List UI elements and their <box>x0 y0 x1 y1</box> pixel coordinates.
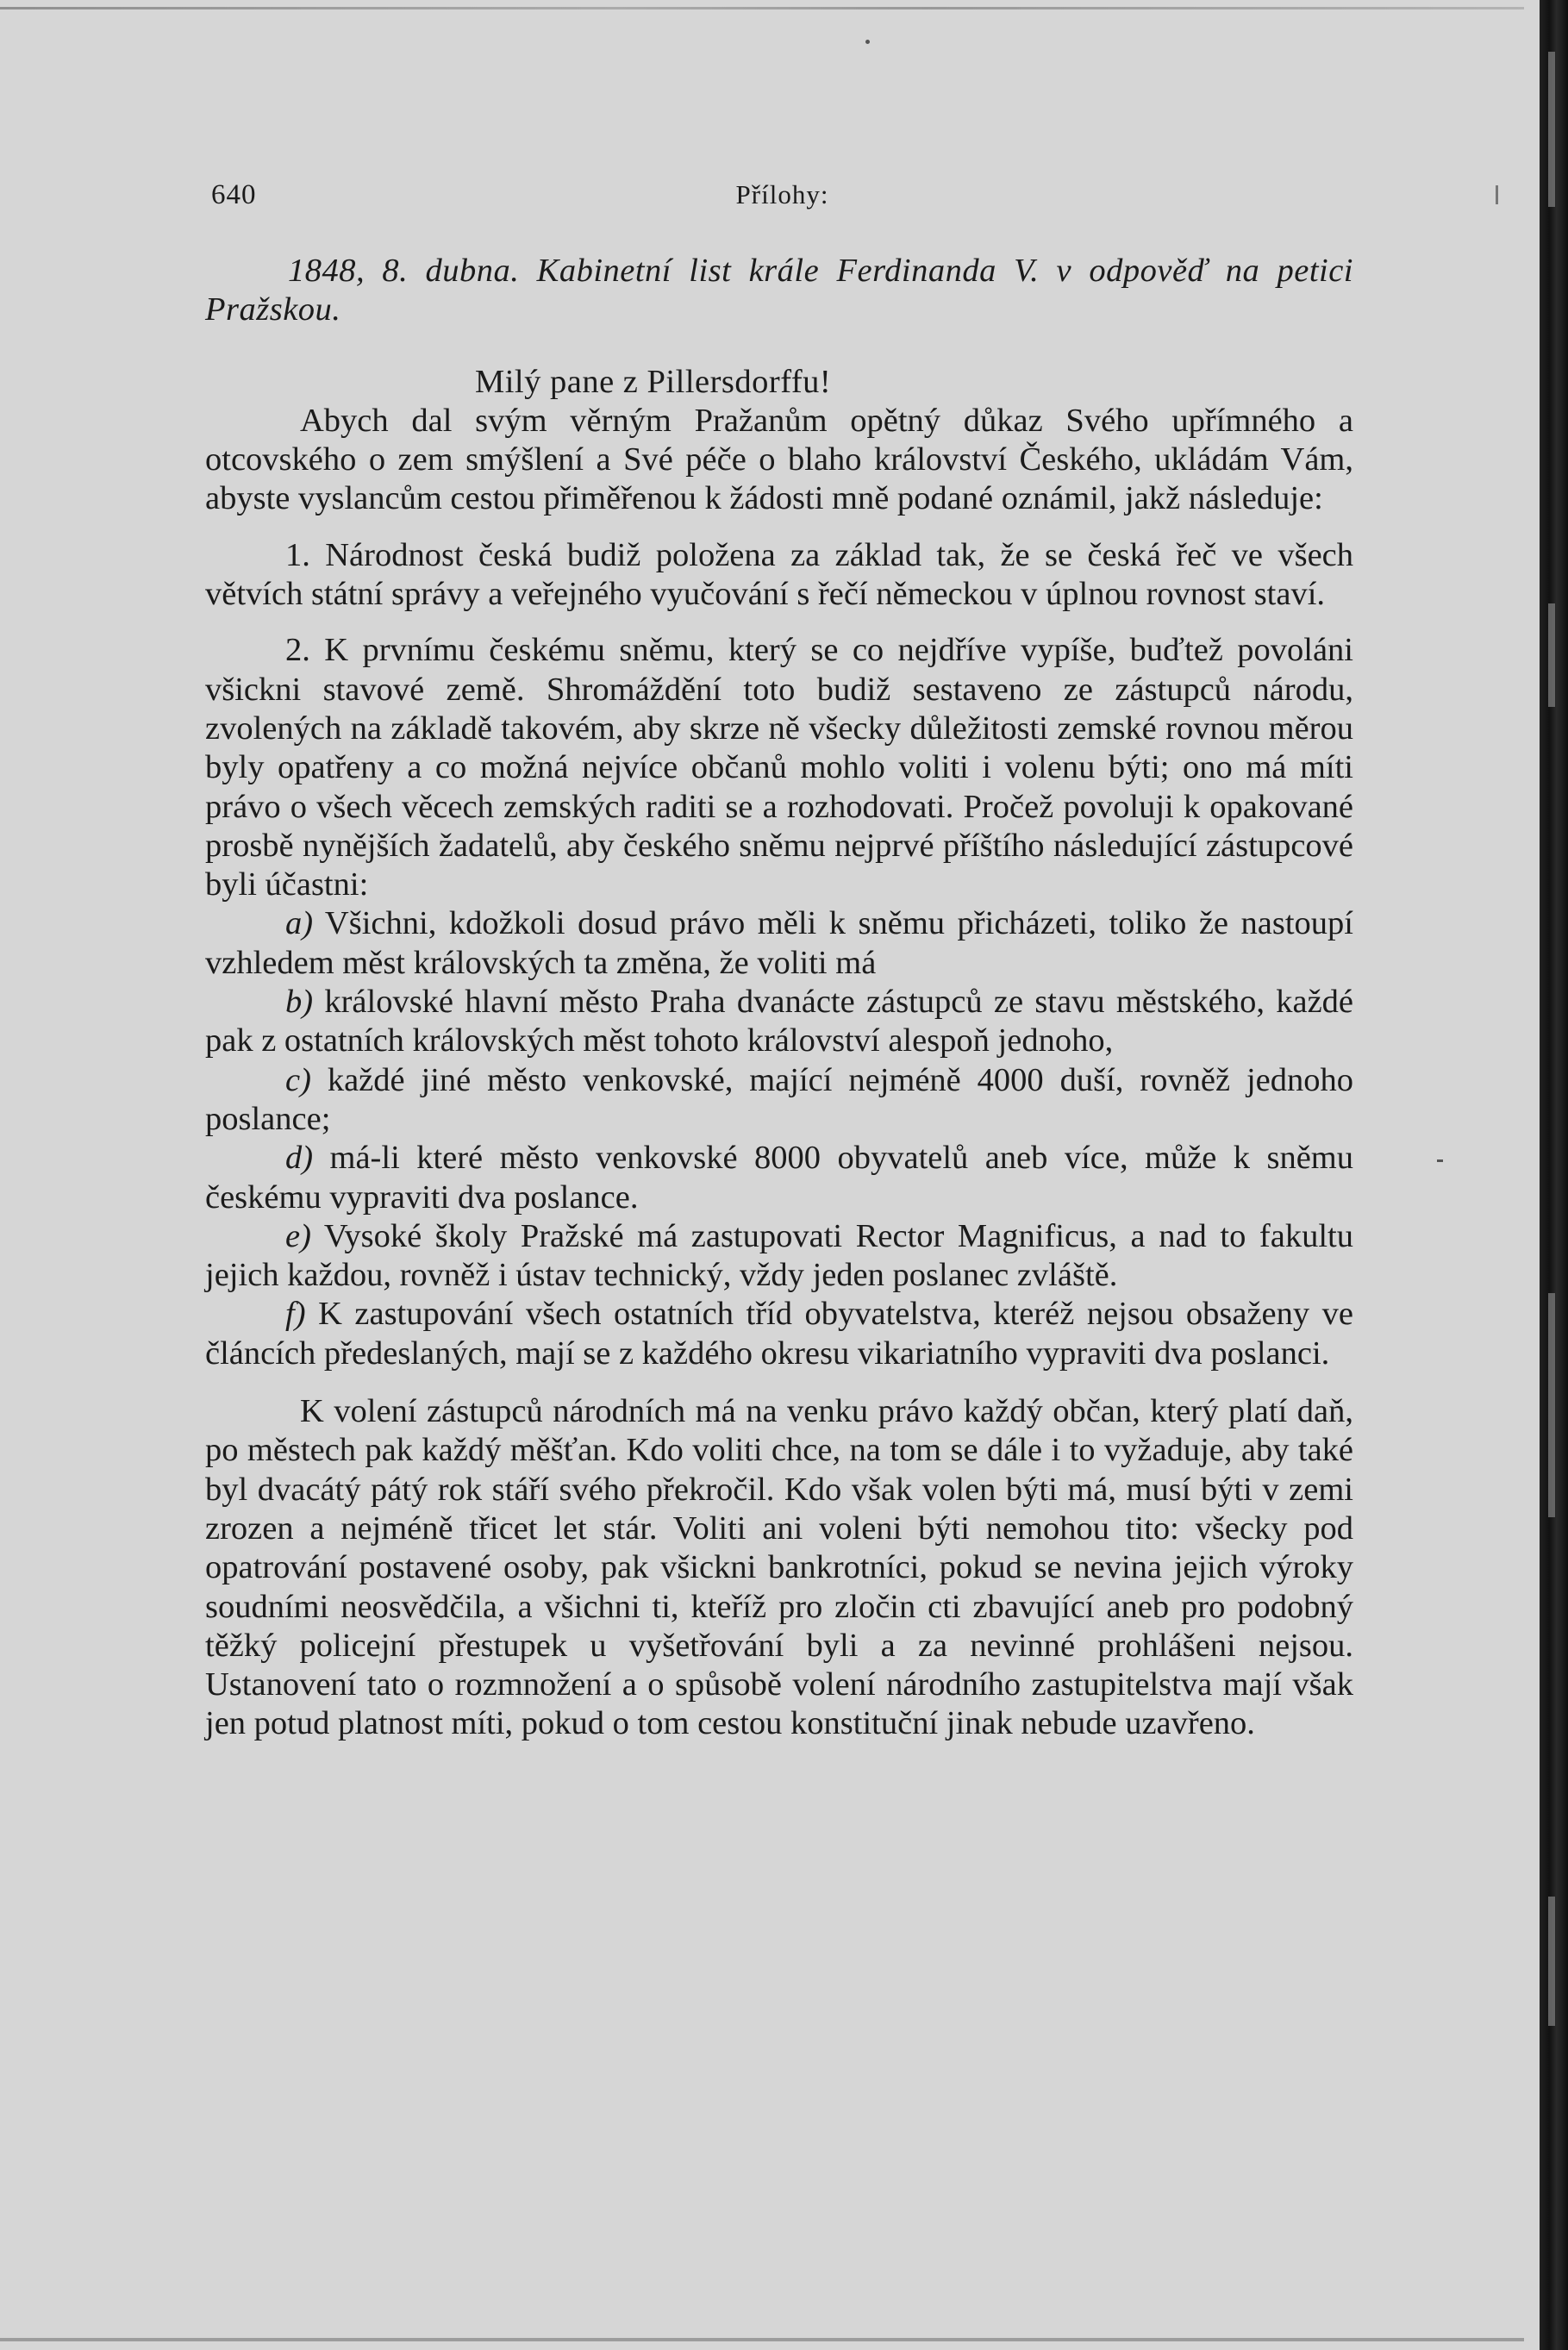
page-number: 640 <box>211 179 257 210</box>
border-streak <box>1548 1293 1555 1517</box>
subitem-label: a) <box>285 905 314 942</box>
subitem-d <box>205 1139 1353 1217</box>
border-streak <box>1548 603 1555 707</box>
item-2: 2. K prvnímu českému sněmu, který se co nejdříve vypíše, buďtež povoláni všickni stavové země. Shromáždění toto budiž sestaveno ze zástupců národu, zvolených na základě takovém, aby skrze ně všecky důležitosti zemské rovnou měrou byly opatřeny a co možná nejvíce občanů mohlo voliti i volenu býti; ono má míti právo o všech věcech zemských raditi se a rozhodovati. Pročež povoluji k opakované prosbě nynějších žadatelů, aby českého sněmu nejprvé příštího následující zástupcové byli účastni: <box>205 632 1353 903</box>
subitem-f <box>205 1295 1353 1373</box>
subitem-c <box>205 1061 1353 1140</box>
page-header <box>211 179 1353 217</box>
running-title: Přílohy: <box>735 179 829 209</box>
subitem-a <box>205 904 1353 983</box>
intro-paragraph: Abych dal svým věrným Pražanům opětný důkaz Svého upřímného a otcovského o zem smýšlení a Své péče o blaho království Českého, ukládám Vám, abyste vyslancům cestou přiměřenou k žádosti mně podané oznámil, jakž následuje: <box>205 402 1353 517</box>
subitem-label: c) <box>285 1061 311 1098</box>
subitem-text: K zastupování všech ostatních tříd obyvatelstva, kteréž nejsou obsaženy ve článcích předeslaných, mají se z každého okresu vikariatního vypraviti dva poslanci. <box>205 1296 1353 1372</box>
subitem-text: Všichni, kdožkoli dosud právo měli k sněmu přicházeti, toliko že nastoupí vzhledem měst královských ta změna, že voliti má <box>205 905 1354 981</box>
salutation: Milý pane z Pillersdorffu! <box>475 363 832 400</box>
speck <box>1496 185 1498 204</box>
top-scan-edge <box>0 7 1543 9</box>
subitem-label: d) <box>285 1140 314 1177</box>
border-streak <box>1548 1897 1555 2026</box>
bottom-scan-edge <box>0 2338 1543 2341</box>
document-title: 1848, 8. dubna. Kabinetní list krále Ferdinanda V. v odpověď na petici Pražskou. <box>205 253 1353 328</box>
speck <box>1437 1159 1443 1162</box>
border-streak <box>1548 52 1555 207</box>
speck <box>865 40 870 44</box>
page-body <box>205 252 1353 1744</box>
item-1: 1. Národnost česká budiž položena za základ tak, že se česká řeč ve všech větvích státní správy a veřejného vyučování s řečí německou v úplnou rovnost staví. <box>205 536 1353 613</box>
subitem-text: Vysoké školy Pražské má zastupovati Rector Magnificus, a nad to fakultu jejich každou, rovněž i ústav technický, vždy jeden poslanec zvláště. <box>205 1217 1353 1294</box>
subitem-text: má-li které město venkovské 8000 obyvatelů aneb více, může k sněmu českému vypraviti dva poslance. <box>205 1140 1354 1216</box>
subitem-label: b) <box>285 984 314 1021</box>
subitem-label: f) <box>285 1296 306 1333</box>
right-scan-border <box>1524 0 1568 2350</box>
subitem-e <box>205 1217 1353 1296</box>
subitem-text: královské hlavní město Praha dvanácte zástupců ze stavu městského, každé pak z ostatních královských měst tohoto království alespoň jednoho, <box>205 984 1354 1059</box>
closing-paragraph: K volení zástupců národních má na venku právo každý občan, který platí daň, po městech pak každý měšťan. Kdo voliti chce, na tom se dále i to vyžaduje, aby také byl dvacátý pátý rok stáří svého překročil. Kdo však volen býti má, musí býti v zemi zrozen a nejméně třicet let stár. Voliti ani voleni býti nemohou tito: všecky pod opatrování postavené osoby, pak všickni bankrotníci, pokud se nevina jejich výroky soudními neosvědčila, a všichni ti, kteříž pro zločin cti zbavující aneb pro podobný těžký policejní přestupek u vyšetřování byli a za nevinné prohlášeni nejsou. Ustanovení tato o rozmnožení a o spůsobě volení národního zastupitelstva mají však jen potud platnost míti, pokud o tom cestou konstituční jinak nebude uzavřeno. <box>205 1393 1353 1742</box>
subitem-label: e) <box>285 1217 311 1254</box>
subitem-b <box>205 983 1353 1061</box>
subitem-text: každé jiné město venkovské, mající nejméně 4000 duší, rovněž jednoho poslance; <box>205 1061 1354 1137</box>
